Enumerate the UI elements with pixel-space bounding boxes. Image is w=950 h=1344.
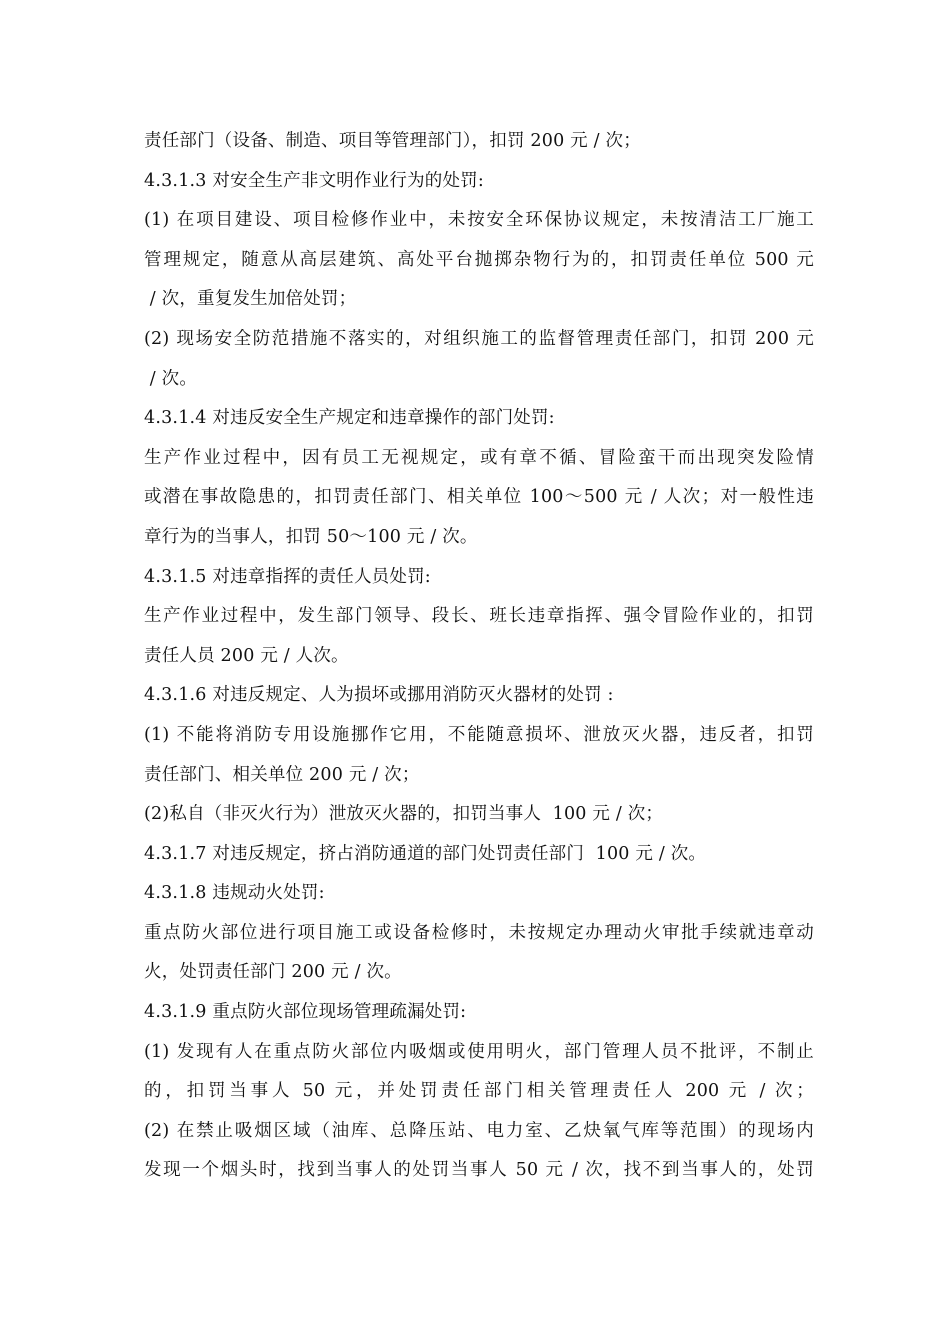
section-heading: 4.3.1.3 对安全生产非文明作业行为的处罚:: [144, 170, 484, 191]
section-heading: 4.3.1.4 对违反安全生产规定和违章操作的部门处罚:: [144, 408, 555, 429]
text-line: 章行为的当事人，扣罚 50～100 元 / 次。: [144, 526, 478, 547]
text-line: (1) 发现有人在重点防火部位内吸烟或使用明火，部门管理人员不批评，不制止: [144, 1041, 814, 1062]
text-line: (2) 现场安全防范措施不落实的，对组织施工的监督管理责任部门，扣罚 200 元: [144, 328, 814, 349]
text-line: 或潜在事故隐患的，扣罚责任部门、相关单位 100～500 元 / 人次；对一般性违: [144, 487, 814, 508]
text-line: 责任部门、相关单位 200 元 / 次；: [144, 764, 420, 785]
section-heading: 4.3.1.8 违规动火处罚:: [144, 883, 325, 904]
text-line: (2)私自（非灭火行为）泄放灭火器的，扣罚当事人 100 元 / 次；: [144, 804, 664, 825]
text-line: / 次。: [144, 368, 198, 389]
section-heading: 4.3.1.7 对违反规定，挤占消防通道的部门处罚责任部门 100 元 / 次。: [144, 843, 707, 864]
text-line: (1) 不能将消防专用设施挪作它用，不能随意损坏、泄放灭火器，违反者，扣罚: [144, 724, 814, 745]
section-heading: 4.3.1.6 对违反规定、人为损坏或挪用消防灭火器材的处罚 :: [144, 685, 614, 706]
document-body: [144, 122, 814, 1191]
text-line: 发现一个烟头时，找到当事人的处罚当事人 50 元 / 次，找不到当事人的，处罚: [144, 1160, 814, 1181]
text-line: 重点防火部位进行项目施工或设备检修时，未按规定办理动火审批手续就违章动: [144, 922, 814, 943]
section-heading: 4.3.1.9 重点防火部位现场管理疏漏处罚:: [144, 1002, 467, 1023]
text-line: (1) 在项目建设、项目检修作业中，未按安全环保协议规定，未按清洁工厂施工: [144, 210, 814, 231]
text-line: 责任部门（设备、制造、项目等管理部门），扣罚 200 元 / 次；: [144, 131, 641, 151]
text-line: 火，处罚责任部门 200 元 / 次。: [144, 962, 402, 983]
text-line: 的，扣罚当事人 50 元，并处罚责任部门相关管理责任人 200 元 / 次；: [144, 1081, 814, 1102]
section-heading: 4.3.1.5 对违章指挥的责任人员处罚:: [144, 566, 431, 587]
text-line: 管理规定，随意从高层建筑、高处平台抛掷杂物行为的，扣罚责任单位 500 元: [144, 249, 814, 270]
text-line: (2) 在禁止吸烟区域（油库、总降压站、电力室、乙炔氧气库等范围）的现场内: [144, 1120, 814, 1141]
text-line: / 次，重复发生加倍处罚；: [144, 289, 357, 310]
text-line: 责任人员 200 元 / 人次。: [144, 645, 349, 666]
text-line: 生产作业过程中，发生部门领导、段长、班长违章指挥、强令冒险作业的，扣罚: [144, 606, 814, 627]
text-line: 生产作业过程中，因有员工无视规定，或有章不循、冒险蛮干而出现突发险情: [144, 447, 814, 468]
